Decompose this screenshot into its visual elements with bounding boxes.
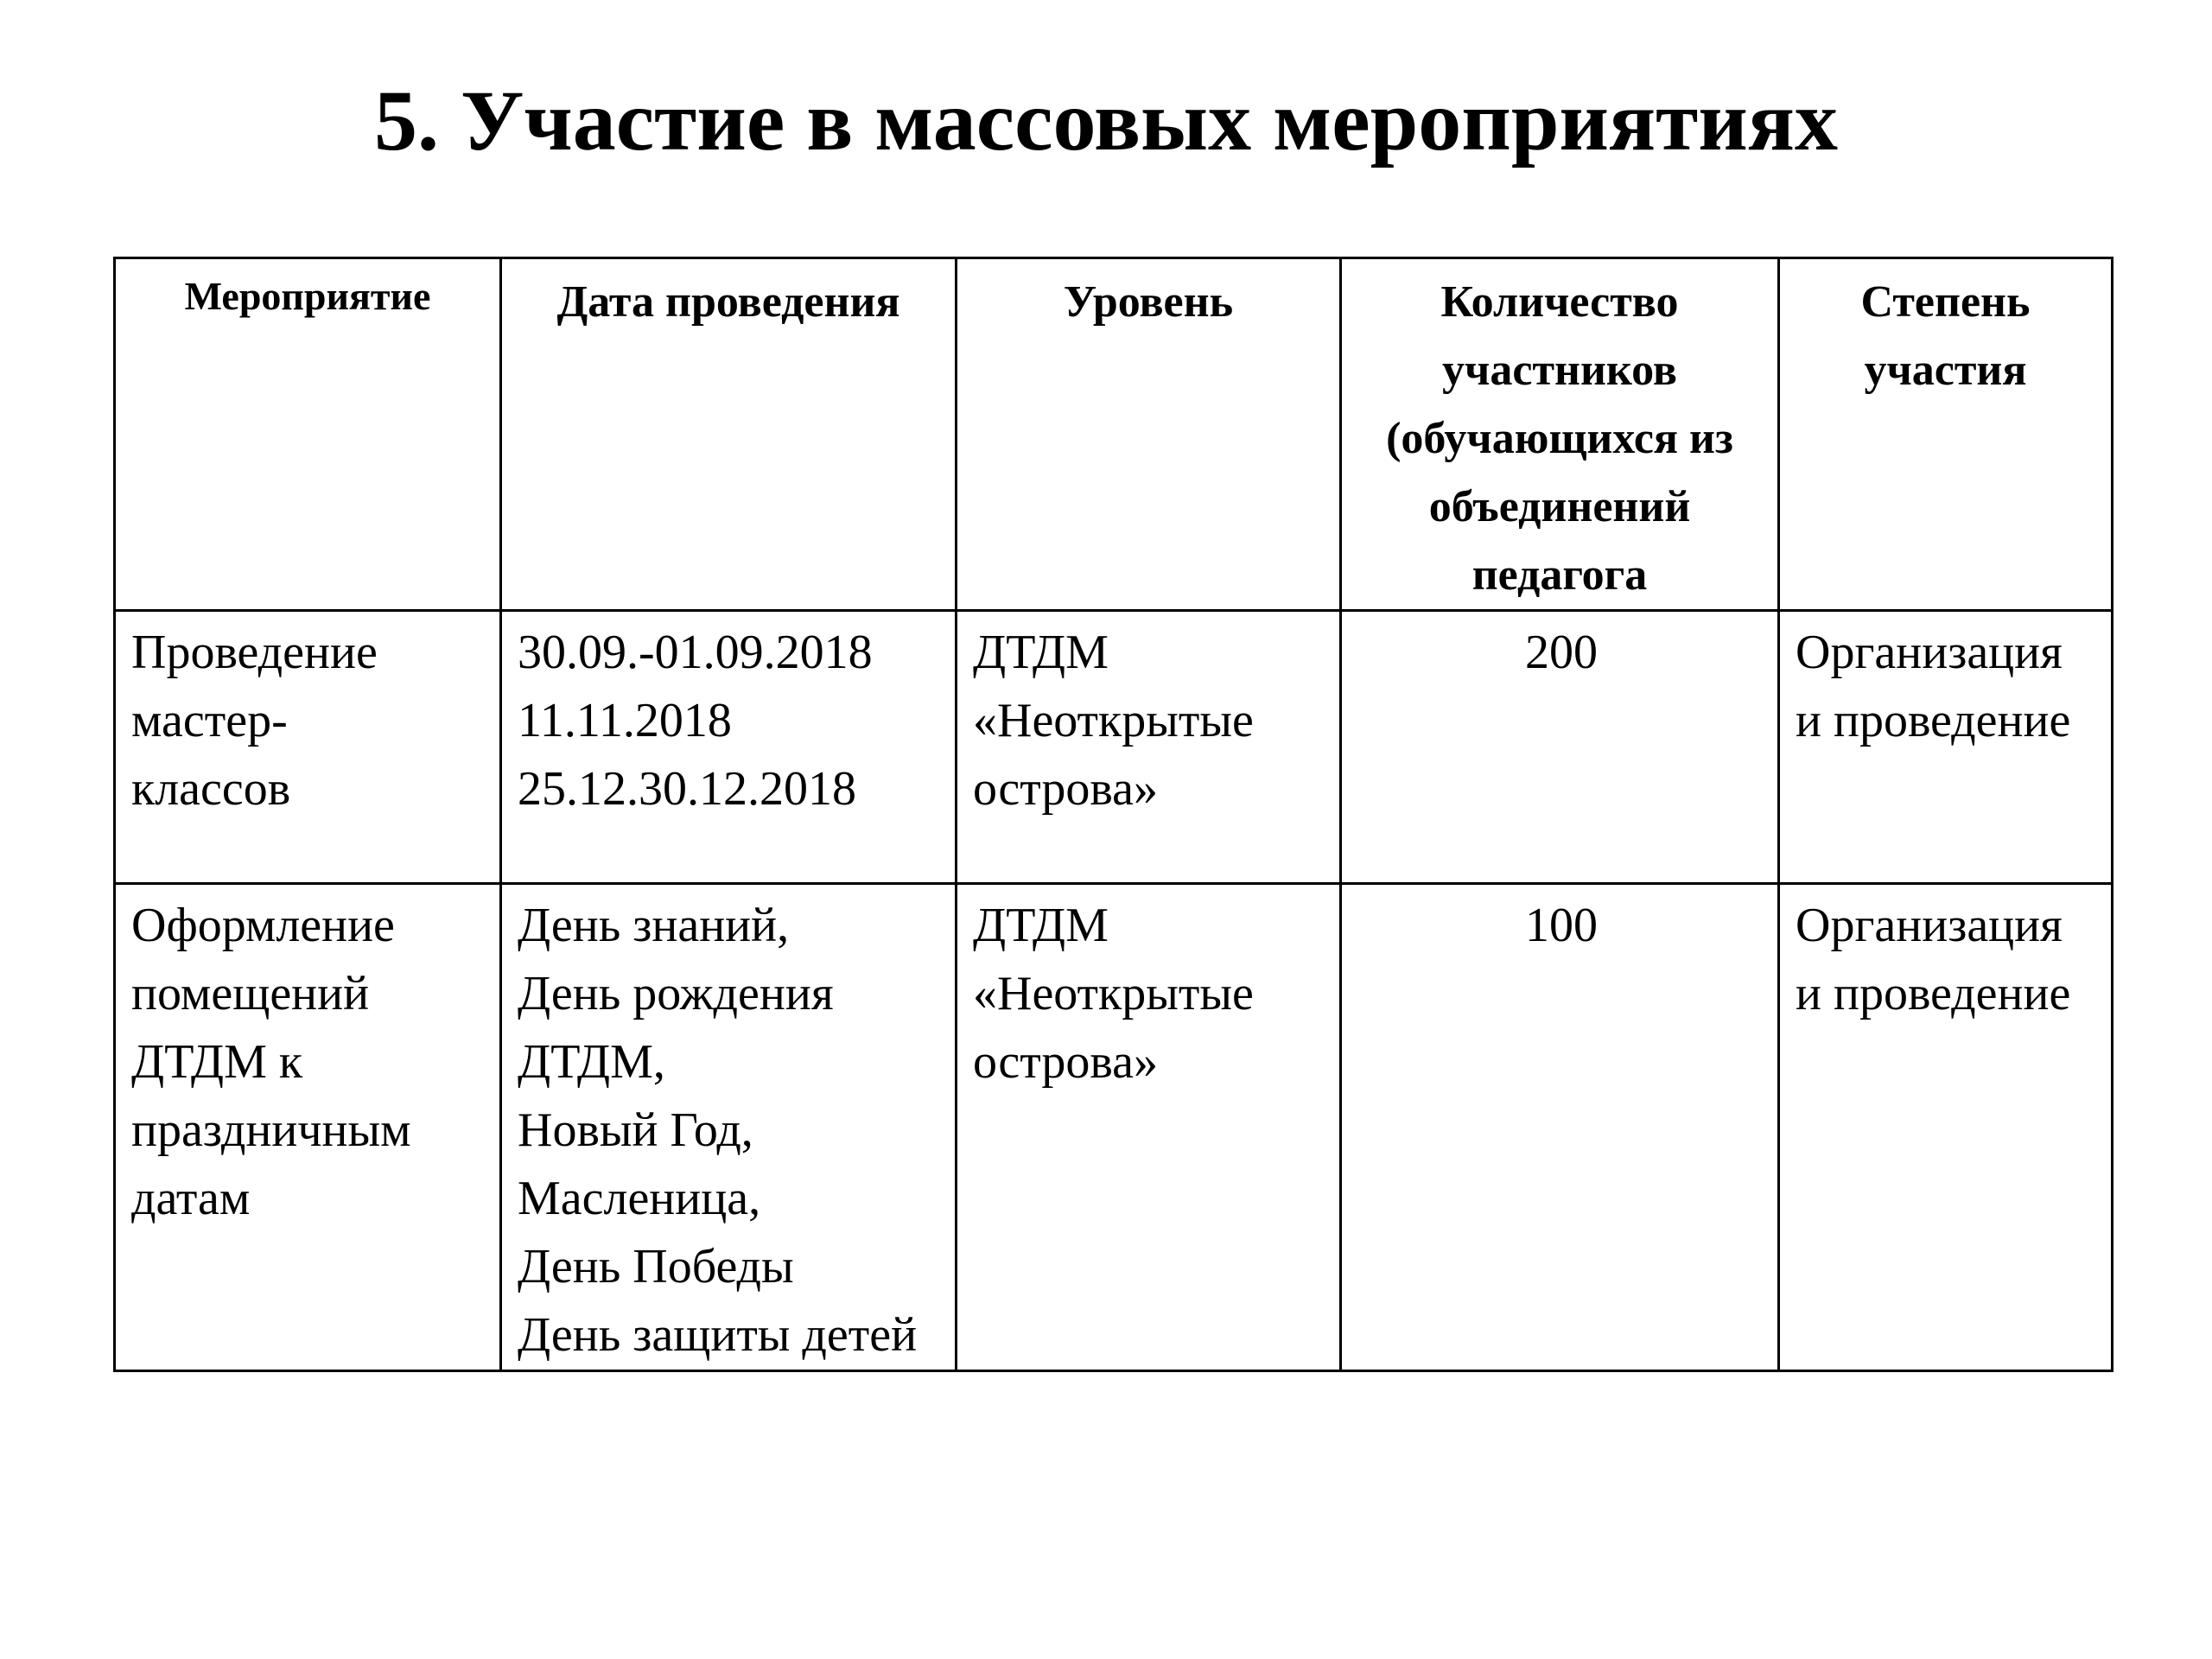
cell-event: Проведение мастер- классов [115,611,501,884]
cell-participation-degree: Организация и проведение [1779,611,2113,884]
cell-event: Оформление помещений ДТДМ к праздничным датам [115,884,501,1371]
header-level: Уровень [957,258,1341,611]
cell-level: ДТДМ «Неоткрытые острова» [957,884,1341,1371]
table-header-row [115,258,2113,611]
table-row [115,611,2113,884]
header-participation-degree: Степень участия [1779,258,2113,611]
table-row [115,884,2113,1371]
cell-participants-count: 200 [1341,611,1779,884]
header-date: Дата проведения [501,258,957,611]
events-table [113,257,2113,1372]
cell-level: ДТДМ «Неоткрытые острова» [957,611,1341,884]
page-title: 5. Участие в массовых мероприятиях [374,73,1838,168]
cell-date: День знаний, День рождения ДТДМ, Новый Год, Масленица, День Победы День защиты детей [501,884,957,1371]
cell-date: 30.09.-01.09.2018 11.11.2018 25.12.30.12.2018 [501,611,957,884]
header-event: Мероприятие [115,258,501,611]
header-participants-count: Количество участников (обучающихся из объединений педагога [1341,258,1779,611]
cell-participation-degree: Организация и проведение [1779,884,2113,1371]
cell-participants-count: 100 [1341,884,1779,1371]
